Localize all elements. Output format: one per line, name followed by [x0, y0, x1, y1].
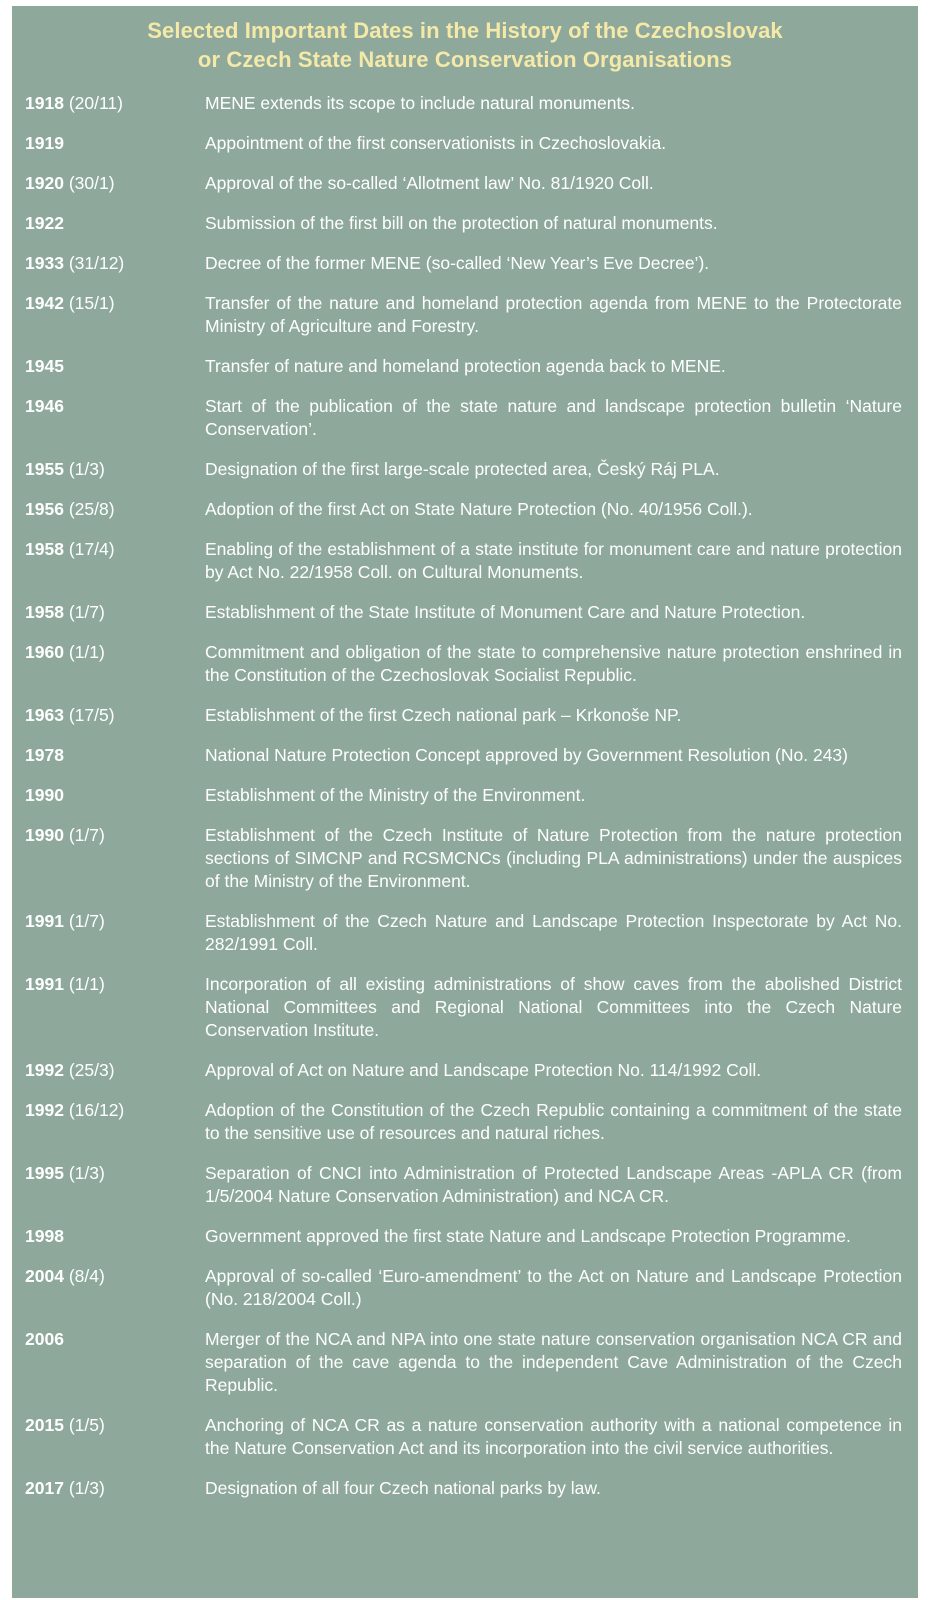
entry-year: 1960 [25, 642, 64, 662]
entry-day: (1/3) [68, 1478, 105, 1498]
entry-year: 1991 [25, 974, 64, 994]
entry-description: MENE extends its scope to include natural monuments. [205, 93, 635, 113]
timeline-entry [12, 498, 918, 521]
entry-date [12, 601, 205, 624]
entry-date [12, 973, 205, 996]
entry-year: 1955 [25, 459, 64, 479]
entry-date [12, 172, 205, 195]
timeline-entry [12, 172, 918, 195]
entry-day: (8/4) [68, 1266, 105, 1286]
timeline-entry [12, 92, 918, 115]
entry-year: 2017 [25, 1478, 64, 1498]
timeline-entry [12, 973, 918, 1042]
entry-description: Adoption of the Constitution of the Czech Republic containing a commitment of the state to the sensitive use of resources and natural riches. [205, 1100, 902, 1143]
entry-day: (15/1) [68, 293, 115, 313]
timeline-panel [12, 6, 918, 1598]
entry-day: (1/1) [68, 642, 105, 662]
entry-date [12, 641, 205, 664]
entry-date [12, 744, 205, 767]
entry-description: Enabling of the establishment of a state institute for monument care and nature protection by Act No. 22/1958 Coll. on Cultural Monuments. [205, 539, 902, 582]
timeline-entry [12, 1225, 918, 1248]
entry-day: (25/3) [68, 1060, 115, 1080]
entry-date [12, 498, 205, 521]
entry-date [12, 1225, 205, 1248]
entry-date [12, 1059, 205, 1082]
entry-description: Anchoring of NCA CR as a nature conservation authority with a national competence in the Nature Conservation Act and its incorporation into the civil service authorities. [205, 1415, 902, 1458]
entry-description: Establishment of the Ministry of the Environment. [205, 785, 586, 805]
entry-date [12, 704, 205, 727]
entry-date [12, 784, 205, 807]
entry-description: Transfer of the nature and homeland protection agenda from MENE to the Protectorate Ministry of Agriculture and Forestry. [205, 293, 902, 336]
entry-date [12, 1414, 205, 1437]
timeline-entry [12, 252, 918, 275]
entry-year: 1918 [25, 93, 64, 113]
page-title [12, 16, 918, 74]
entry-year: 1995 [25, 1163, 64, 1183]
entry-description: Approval of Act on Nature and Landscape Protection No. 114/1992 Coll. [205, 1060, 762, 1080]
entry-day: (20/11) [68, 93, 123, 113]
entry-day: (30/1) [68, 173, 115, 193]
entry-day: (1/3) [68, 1163, 105, 1183]
timeline-entry [12, 744, 918, 767]
entry-day: (1/1) [68, 974, 105, 994]
entry-description: Submission of the first bill on the protection of natural monuments. [205, 213, 718, 233]
entry-description: Designation of all four Czech national parks by law. [205, 1478, 601, 1498]
timeline-entry [12, 1099, 918, 1145]
entry-date [12, 1162, 205, 1185]
entry-year: 1933 [25, 253, 64, 273]
entry-date [12, 910, 205, 933]
entry-year: 1990 [25, 825, 64, 845]
entry-day: (1/7) [68, 825, 105, 845]
entry-day: (25/8) [68, 499, 115, 519]
entry-day: (16/12) [68, 1100, 125, 1120]
entry-description: Separation of CNCI into Administration of Protected Landscape Areas -APLA CR (from 1/5/2004 Nature Conservation Administration) and NCA CR. [205, 1163, 902, 1206]
timeline-entry [12, 1265, 918, 1311]
entry-date [12, 1328, 205, 1351]
timeline-entry [12, 601, 918, 624]
entry-year: 1992 [25, 1100, 64, 1120]
entry-description: Commitment and obligation of the state to comprehensive nature protection enshrined in the Constitution of the Czechoslovak Socialist Republic. [205, 642, 902, 685]
entry-date [12, 824, 205, 847]
entry-year: 1922 [25, 213, 64, 233]
entry-year: 1946 [25, 396, 64, 416]
entry-description: Establishment of the Czech Institute of Nature Protection from the nature protection sections of SIMCNP and RCSMCNCs (including PLA administrations) under the auspices of the Ministry of the Environment. [205, 825, 902, 891]
entry-date [12, 1477, 205, 1500]
entry-description: Approval of the so-called ‘Allotment law’ No. 81/1920 Coll. [205, 173, 654, 193]
entry-year: 2015 [25, 1415, 64, 1435]
timeline-entry [12, 704, 918, 727]
title-line-1: Selected Important Dates in the History of the Czechoslovak [147, 18, 783, 43]
entry-description: Adoption of the first Act on State Nature Protection (No. 40/1956 Coll.). [205, 499, 753, 519]
entry-description: Establishment of the Czech Nature and Landscape Protection Inspectorate by Act No. 282/1991 Coll. [205, 911, 902, 954]
entry-date [12, 1265, 205, 1288]
timeline-entry [12, 784, 918, 807]
entry-description: Government approved the first state Nature and Landscape Protection Programme. [205, 1226, 851, 1246]
entry-year: 1978 [25, 745, 64, 765]
entry-year: 1920 [25, 173, 64, 193]
timeline-entry [12, 1328, 918, 1397]
entry-description: Transfer of nature and homeland protection agenda back to MENE. [205, 356, 726, 376]
timeline-entry [12, 132, 918, 155]
entry-date [12, 538, 205, 561]
timeline-entry [12, 458, 918, 481]
timeline-entry [12, 824, 918, 893]
entry-description: Establishment of the State Institute of Monument Care and Nature Protection. [205, 602, 806, 622]
timeline-entry [12, 355, 918, 378]
timeline-entry [12, 1162, 918, 1208]
entry-date [12, 252, 205, 275]
entry-date [12, 92, 205, 115]
entry-description: Start of the publication of the state nature and landscape protection bulletin ‘Nature Conservation’. [205, 396, 902, 439]
entry-description: Designation of the first large-scale protected area, Český Ráj PLA. [205, 459, 720, 479]
entry-day: (1/7) [68, 602, 105, 622]
entry-day: (1/5) [68, 1415, 105, 1435]
timeline-entry [12, 538, 918, 584]
timeline-entry [12, 395, 918, 441]
entry-description: Incorporation of all existing administrations of show caves from the abolished District National Committees and Regional National Committees into the Czech Nature Conservation Institute. [205, 974, 902, 1040]
entry-year: 1963 [25, 705, 64, 725]
entry-year: 2006 [25, 1329, 64, 1349]
entry-day: (17/5) [68, 705, 115, 725]
entry-date [12, 212, 205, 235]
entry-day: (1/7) [68, 911, 105, 931]
entry-description: Approval of so-called ‘Euro-amendment’ to the Act on Nature and Landscape Protection (No. 218/2004 Coll.) [205, 1266, 902, 1309]
timeline-entry [12, 212, 918, 235]
timeline-entry [12, 641, 918, 687]
entry-description: National Nature Protection Concept approved by Government Resolution (No. 243) [205, 745, 848, 765]
entry-description: Establishment of the first Czech national park – Krkonoše NP. [205, 705, 682, 725]
timeline-entry [12, 1414, 918, 1460]
timeline-entry [12, 1477, 918, 1500]
entry-date [12, 132, 205, 155]
timeline-entry [12, 292, 918, 338]
entry-day: (1/3) [68, 459, 105, 479]
entry-date [12, 355, 205, 378]
entry-year: 1945 [25, 356, 64, 376]
entry-year: 1992 [25, 1060, 64, 1080]
entry-year: 1956 [25, 499, 64, 519]
timeline-entry [12, 1059, 918, 1082]
entry-date [12, 395, 205, 418]
entry-year: 1942 [25, 293, 64, 313]
entry-date [12, 458, 205, 481]
entry-year: 1958 [25, 602, 64, 622]
entry-day: (17/4) [68, 539, 115, 559]
entry-year: 1958 [25, 539, 64, 559]
entry-description: Merger of the NCA and NPA into one state nature conservation organisation NCA CR and separation of the cave agenda to the independent Cave Administration of the Czech Republic. [205, 1329, 902, 1395]
entry-year: 1990 [25, 785, 64, 805]
timeline-list [12, 92, 918, 1517]
entry-year: 2004 [25, 1266, 64, 1286]
entry-description: Appointment of the first conservationists in Czechoslovakia. [205, 133, 667, 153]
entry-year: 1991 [25, 911, 64, 931]
entry-year: 1998 [25, 1226, 64, 1246]
entry-date [12, 292, 205, 315]
entry-description: Decree of the former MENE (so-called ‘New Year’s Eve Decree’). [205, 253, 710, 273]
title-line-2: or Czech State Nature Conservation Organisations [197, 47, 733, 72]
entry-day: (31/12) [68, 253, 125, 273]
timeline-entry [12, 910, 918, 956]
entry-date [12, 1099, 205, 1122]
entry-year: 1919 [25, 133, 64, 153]
